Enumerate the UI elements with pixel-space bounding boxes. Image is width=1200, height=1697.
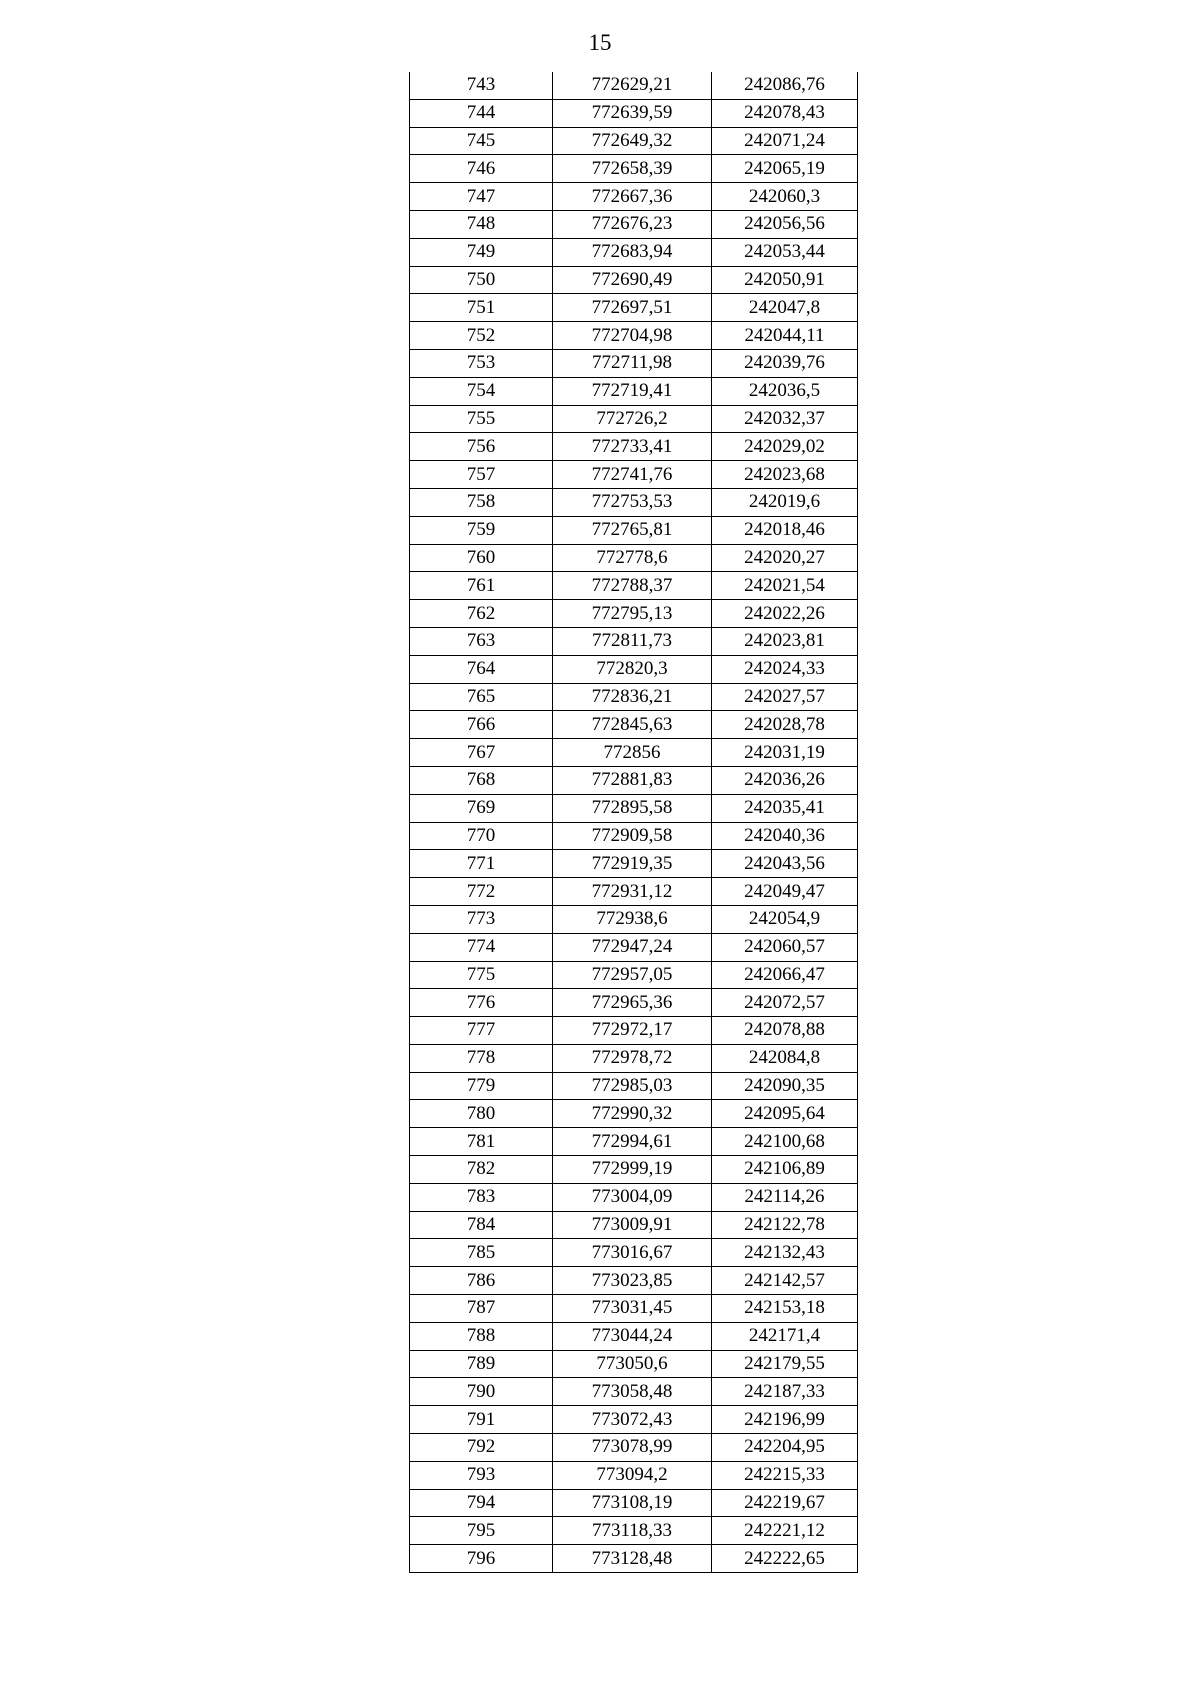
y-coordinate-cell: 242044,11: [712, 322, 858, 350]
point-number-cell: 758: [410, 488, 553, 516]
point-number-cell: 775: [410, 961, 553, 989]
point-number-cell: 766: [410, 711, 553, 739]
table-row: [410, 238, 858, 266]
x-coordinate-cell: 772704,98: [553, 322, 712, 350]
point-number-cell: 785: [410, 1239, 553, 1267]
y-coordinate-cell: 242171,4: [712, 1322, 858, 1350]
y-coordinate-cell: 242090,35: [712, 1072, 858, 1100]
y-coordinate-cell: 242196,99: [712, 1406, 858, 1434]
point-number-cell: 759: [410, 516, 553, 544]
y-coordinate-cell: 242027,57: [712, 683, 858, 711]
table-row: [410, 1322, 858, 1350]
point-number-cell: 791: [410, 1406, 553, 1434]
x-coordinate-cell: 773108,19: [553, 1489, 712, 1517]
point-number-cell: 747: [410, 183, 553, 211]
x-coordinate-cell: 772741,76: [553, 461, 712, 489]
point-number-cell: 781: [410, 1128, 553, 1156]
table-row: [410, 155, 858, 183]
point-number-cell: 796: [410, 1545, 553, 1573]
x-coordinate-cell: 772909,58: [553, 822, 712, 850]
point-number-cell: 765: [410, 683, 553, 711]
table-row: [410, 794, 858, 822]
table-row: [410, 461, 858, 489]
table-row: [410, 1350, 858, 1378]
point-number-cell: 792: [410, 1434, 553, 1462]
table-row: [410, 1128, 858, 1156]
x-coordinate-cell: 772965,36: [553, 989, 712, 1017]
point-number-cell: 746: [410, 155, 553, 183]
y-coordinate-cell: 242066,47: [712, 961, 858, 989]
coordinates-table-body: [410, 72, 858, 1573]
x-coordinate-cell: 773031,45: [553, 1295, 712, 1323]
point-number-cell: 754: [410, 377, 553, 405]
point-number-cell: 778: [410, 1044, 553, 1072]
y-coordinate-cell: 242049,47: [712, 878, 858, 906]
y-coordinate-cell: 242187,33: [712, 1378, 858, 1406]
x-coordinate-cell: 773009,91: [553, 1211, 712, 1239]
x-coordinate-cell: 772765,81: [553, 516, 712, 544]
table-row: [410, 1378, 858, 1406]
x-coordinate-cell: 773128,48: [553, 1545, 712, 1573]
point-number-cell: 744: [410, 99, 553, 127]
x-coordinate-cell: 772985,03: [553, 1072, 712, 1100]
y-coordinate-cell: 242018,46: [712, 516, 858, 544]
point-number-cell: 752: [410, 322, 553, 350]
y-coordinate-cell: 242036,26: [712, 766, 858, 794]
point-number-cell: 751: [410, 294, 553, 322]
y-coordinate-cell: 242084,8: [712, 1044, 858, 1072]
y-coordinate-cell: 242078,43: [712, 99, 858, 127]
x-coordinate-cell: 772881,83: [553, 766, 712, 794]
x-coordinate-cell: 772788,37: [553, 572, 712, 600]
point-number-cell: 793: [410, 1461, 553, 1489]
x-coordinate-cell: 772947,24: [553, 933, 712, 961]
x-coordinate-cell: 772711,98: [553, 349, 712, 377]
y-coordinate-cell: 242024,33: [712, 655, 858, 683]
point-number-cell: 782: [410, 1156, 553, 1184]
y-coordinate-cell: 242215,33: [712, 1461, 858, 1489]
y-coordinate-cell: 242222,65: [712, 1545, 858, 1573]
y-coordinate-cell: 242028,78: [712, 711, 858, 739]
x-coordinate-cell: 772990,32: [553, 1100, 712, 1128]
table-row: [410, 1017, 858, 1045]
x-coordinate-cell: 772845,63: [553, 711, 712, 739]
table-row: [410, 905, 858, 933]
y-coordinate-cell: 242122,78: [712, 1211, 858, 1239]
y-coordinate-cell: 242054,9: [712, 905, 858, 933]
y-coordinate-cell: 242106,89: [712, 1156, 858, 1184]
table-row: [410, 127, 858, 155]
table-row: [410, 766, 858, 794]
x-coordinate-cell: 772994,61: [553, 1128, 712, 1156]
point-number-cell: 761: [410, 572, 553, 600]
y-coordinate-cell: 242071,24: [712, 127, 858, 155]
y-coordinate-cell: 242095,64: [712, 1100, 858, 1128]
y-coordinate-cell: 242020,27: [712, 544, 858, 572]
table-row: [410, 210, 858, 238]
point-number-cell: 753: [410, 349, 553, 377]
table-row: [410, 822, 858, 850]
x-coordinate-cell: 772856: [553, 739, 712, 767]
table-row: [410, 1072, 858, 1100]
x-coordinate-cell: 772972,17: [553, 1017, 712, 1045]
y-coordinate-cell: 242132,43: [712, 1239, 858, 1267]
y-coordinate-cell: 242114,26: [712, 1183, 858, 1211]
x-coordinate-cell: 772667,36: [553, 183, 712, 211]
table-row: [410, 1183, 858, 1211]
y-coordinate-cell: 242060,3: [712, 183, 858, 211]
x-coordinate-cell: 772649,32: [553, 127, 712, 155]
y-coordinate-cell: 242035,41: [712, 794, 858, 822]
x-coordinate-cell: 773044,24: [553, 1322, 712, 1350]
y-coordinate-cell: 242142,57: [712, 1267, 858, 1295]
point-number-cell: 780: [410, 1100, 553, 1128]
x-coordinate-cell: 772676,23: [553, 210, 712, 238]
x-coordinate-cell: 773094,2: [553, 1461, 712, 1489]
table-row: [410, 99, 858, 127]
x-coordinate-cell: 772820,3: [553, 655, 712, 683]
x-coordinate-cell: 772778,6: [553, 544, 712, 572]
point-number-cell: 779: [410, 1072, 553, 1100]
x-coordinate-cell: 772629,21: [553, 72, 712, 99]
y-coordinate-cell: 242047,8: [712, 294, 858, 322]
point-number-cell: 771: [410, 850, 553, 878]
table-row: [410, 516, 858, 544]
x-coordinate-cell: 773050,6: [553, 1350, 712, 1378]
table-row: [410, 1100, 858, 1128]
point-number-cell: 762: [410, 600, 553, 628]
x-coordinate-cell: 772957,05: [553, 961, 712, 989]
x-coordinate-cell: 772697,51: [553, 294, 712, 322]
y-coordinate-cell: 242053,44: [712, 238, 858, 266]
x-coordinate-cell: 772836,21: [553, 683, 712, 711]
x-coordinate-cell: 773016,67: [553, 1239, 712, 1267]
y-coordinate-cell: 242029,02: [712, 433, 858, 461]
point-number-cell: 764: [410, 655, 553, 683]
y-coordinate-cell: 242204,95: [712, 1434, 858, 1462]
point-number-cell: 787: [410, 1295, 553, 1323]
table-row: [410, 266, 858, 294]
point-number-cell: 774: [410, 933, 553, 961]
x-coordinate-cell: 773072,43: [553, 1406, 712, 1434]
table-row: [410, 488, 858, 516]
y-coordinate-cell: 242032,37: [712, 405, 858, 433]
x-coordinate-cell: 772726,2: [553, 405, 712, 433]
y-coordinate-cell: 242219,67: [712, 1489, 858, 1517]
point-number-cell: 772: [410, 878, 553, 906]
point-number-cell: 749: [410, 238, 553, 266]
y-coordinate-cell: 242039,76: [712, 349, 858, 377]
y-coordinate-cell: 242056,56: [712, 210, 858, 238]
point-number-cell: 768: [410, 766, 553, 794]
coordinates-table: [409, 72, 858, 1573]
table-row: [410, 989, 858, 1017]
table-row: [410, 544, 858, 572]
y-coordinate-cell: 242019,6: [712, 488, 858, 516]
table-row: [410, 433, 858, 461]
x-coordinate-cell: 773058,48: [553, 1378, 712, 1406]
table-row: [410, 627, 858, 655]
y-coordinate-cell: 242031,19: [712, 739, 858, 767]
table-row: [410, 600, 858, 628]
table-row: [410, 1461, 858, 1489]
point-number-cell: 776: [410, 989, 553, 1017]
table-row: [410, 739, 858, 767]
point-number-cell: 786: [410, 1267, 553, 1295]
table-row: [410, 933, 858, 961]
x-coordinate-cell: 773004,09: [553, 1183, 712, 1211]
point-number-cell: 788: [410, 1322, 553, 1350]
x-coordinate-cell: 772733,41: [553, 433, 712, 461]
x-coordinate-cell: 772683,94: [553, 238, 712, 266]
point-number-cell: 760: [410, 544, 553, 572]
x-coordinate-cell: 772658,39: [553, 155, 712, 183]
x-coordinate-cell: 773023,85: [553, 1267, 712, 1295]
y-coordinate-cell: 242100,68: [712, 1128, 858, 1156]
y-coordinate-cell: 242078,88: [712, 1017, 858, 1045]
point-number-cell: 755: [410, 405, 553, 433]
table-row: [410, 1211, 858, 1239]
x-coordinate-cell: 772753,53: [553, 488, 712, 516]
table-row: [410, 1434, 858, 1462]
table-row: [410, 294, 858, 322]
x-coordinate-cell: 772690,49: [553, 266, 712, 294]
table-row: [410, 322, 858, 350]
point-number-cell: 789: [410, 1350, 553, 1378]
table-row: [410, 683, 858, 711]
table-row: [410, 1239, 858, 1267]
table-row: [410, 349, 858, 377]
point-number-cell: 790: [410, 1378, 553, 1406]
table-row: [410, 1545, 858, 1573]
y-coordinate-cell: 242036,5: [712, 377, 858, 405]
point-number-cell: 769: [410, 794, 553, 822]
table-row: [410, 1406, 858, 1434]
y-coordinate-cell: 242050,91: [712, 266, 858, 294]
x-coordinate-cell: 772919,35: [553, 850, 712, 878]
x-coordinate-cell: 772931,12: [553, 878, 712, 906]
y-coordinate-cell: 242023,68: [712, 461, 858, 489]
x-coordinate-cell: 773078,99: [553, 1434, 712, 1462]
point-number-cell: 795: [410, 1517, 553, 1545]
table-row: [410, 1517, 858, 1545]
table-row: [410, 572, 858, 600]
y-coordinate-cell: 242179,55: [712, 1350, 858, 1378]
point-number-cell: 770: [410, 822, 553, 850]
x-coordinate-cell: 773118,33: [553, 1517, 712, 1545]
y-coordinate-cell: 242040,36: [712, 822, 858, 850]
point-number-cell: 750: [410, 266, 553, 294]
point-number-cell: 783: [410, 1183, 553, 1211]
point-number-cell: 743: [410, 72, 553, 99]
point-number-cell: 763: [410, 627, 553, 655]
y-coordinate-cell: 242072,57: [712, 989, 858, 1017]
table-row: [410, 850, 858, 878]
x-coordinate-cell: 772999,19: [553, 1156, 712, 1184]
table-row: [410, 72, 858, 99]
x-coordinate-cell: 772719,41: [553, 377, 712, 405]
table-row: [410, 405, 858, 433]
point-number-cell: 767: [410, 739, 553, 767]
point-number-cell: 757: [410, 461, 553, 489]
point-number-cell: 777: [410, 1017, 553, 1045]
table-row: [410, 961, 858, 989]
point-number-cell: 756: [410, 433, 553, 461]
y-coordinate-cell: 242043,56: [712, 850, 858, 878]
x-coordinate-cell: 772811,73: [553, 627, 712, 655]
point-number-cell: 748: [410, 210, 553, 238]
page-number: 15: [588, 30, 612, 55]
y-coordinate-cell: 242153,18: [712, 1295, 858, 1323]
table-row: [410, 711, 858, 739]
y-coordinate-cell: 242221,12: [712, 1517, 858, 1545]
table-row: [410, 1156, 858, 1184]
y-coordinate-cell: 242086,76: [712, 72, 858, 99]
y-coordinate-cell: 242060,57: [712, 933, 858, 961]
point-number-cell: 794: [410, 1489, 553, 1517]
point-number-cell: 773: [410, 905, 553, 933]
point-number-cell: 745: [410, 127, 553, 155]
table-row: [410, 1489, 858, 1517]
table-row: [410, 377, 858, 405]
y-coordinate-cell: 242065,19: [712, 155, 858, 183]
point-number-cell: 784: [410, 1211, 553, 1239]
table-row: [410, 1295, 858, 1323]
y-coordinate-cell: 242021,54: [712, 572, 858, 600]
x-coordinate-cell: 772795,13: [553, 600, 712, 628]
table-row: [410, 655, 858, 683]
x-coordinate-cell: 772895,58: [553, 794, 712, 822]
y-coordinate-cell: 242023,81: [712, 627, 858, 655]
y-coordinate-cell: 242022,26: [712, 600, 858, 628]
x-coordinate-cell: 772978,72: [553, 1044, 712, 1072]
table-row: [410, 1044, 858, 1072]
x-coordinate-cell: 772639,59: [553, 99, 712, 127]
table-row: [410, 183, 858, 211]
x-coordinate-cell: 772938,6: [553, 905, 712, 933]
table-row: [410, 1267, 858, 1295]
table-row: [410, 878, 858, 906]
